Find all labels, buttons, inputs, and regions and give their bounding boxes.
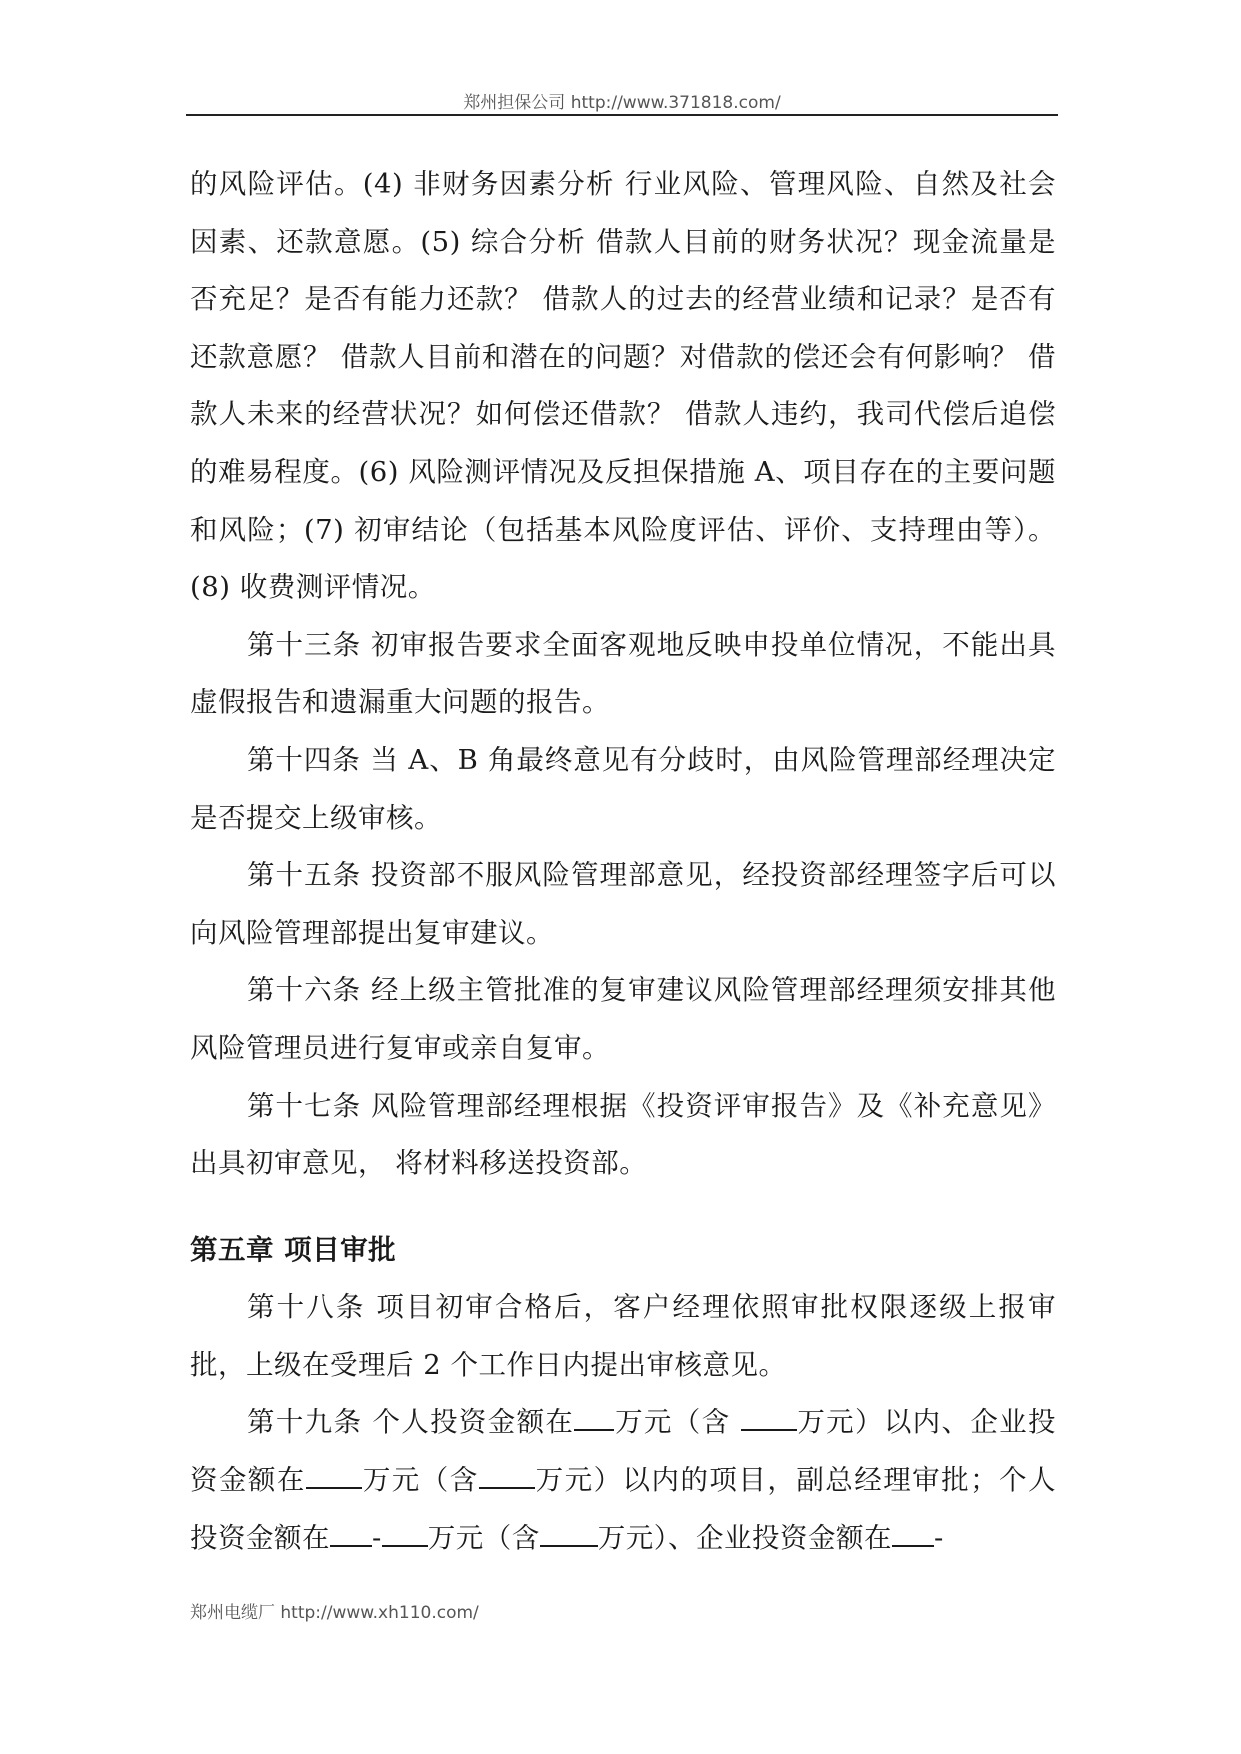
article-19-text-7: 万元（含 xyxy=(427,1521,540,1554)
article-15: 第十五条 投资部不服风险管理部意见，经投资部经理签字后可以向风险管理部提出复审建议。 xyxy=(190,859,1056,949)
blank-field xyxy=(330,1521,372,1547)
article-19-text-9: - xyxy=(934,1521,944,1554)
article-19-text-2: 万元（含 xyxy=(614,1406,741,1439)
article-17: 第十七条 风险管理部经理根据《投资评审报告》及《补充意见》出具初审意见， 将材料移送投资部。 xyxy=(190,1089,1056,1180)
article-14: 第十四条 当 A、B 角最终意见有分歧时，由风险管理部经理决定是否提交上级审核。 xyxy=(190,743,1056,834)
blank-field xyxy=(574,1405,614,1431)
page-footer: 郑州电缆厂 http://www.xh110.com/ xyxy=(190,1603,479,1623)
page-header: 郑州担保公司 http://www.371818.com/ xyxy=(463,93,781,113)
blank-field xyxy=(306,1463,362,1489)
blank-field xyxy=(382,1521,428,1547)
article-19-text-5: 万元）以内的项目，副总经理审批；个人投资金额在 xyxy=(190,1464,1057,1554)
article-13: 第十三条 初审报告要求全面客观地反映申投单位情况，不能出具虚假报告和遗漏重大问题的报告。 xyxy=(190,628,1056,719)
blank-field xyxy=(479,1463,535,1489)
article-19-text-6: - xyxy=(372,1521,382,1554)
article-16: 第十六条 经上级主管批准的复审建议风险管理部经理须安排其他风险管理员进行复审或亲自复审。 xyxy=(190,974,1056,1064)
article-19 xyxy=(190,1394,1056,1567)
blank-field xyxy=(540,1521,598,1547)
blank-field xyxy=(892,1521,934,1547)
article-19-text-3: 万元）以内、企业投资金额在 xyxy=(190,1406,1056,1497)
header-rule xyxy=(186,114,1058,116)
article-19-text-4: 万元（含 xyxy=(361,1464,479,1497)
blank-field xyxy=(741,1405,797,1431)
article-18: 第十八条 项目初审合格后，客户经理依照审批权限逐级上报审批，上级在受理后 2 个工作日内提出审核意见。 xyxy=(190,1291,1056,1381)
article-19-text-1: 第十九条 个人投资金额在 xyxy=(247,1406,575,1439)
chapter-title: 第五章 项目审批 xyxy=(190,1233,397,1266)
article-19-text-8: 万元）、企业投资金额在 xyxy=(597,1521,893,1554)
document-body xyxy=(190,156,1056,1567)
paragraph-risk-analysis: 的风险评估。(4) 非财务因素分析 行业风险、管理风险、自然及社会因素、还款意愿。(5) 综合分析 借款人目前的财务状况？现金流量是否充足？是否有能力还款？ 借款人的过去的经营业绩和记录？是否有还款意愿？ 借款人目前和潜在的问题？对借款的偿还会有何影响？ 借款人未来的经营状况？如何偿还借款？ 借款人违约，我司代偿后追偿的难易程度。(6) 风险测评情况及反担保措施 A、项目存在的主要问题和风险；(7) 初审结论（包括基本风险度评估、评价、支持理由等）。(8) 收费测评情况。 xyxy=(190,168,1056,604)
